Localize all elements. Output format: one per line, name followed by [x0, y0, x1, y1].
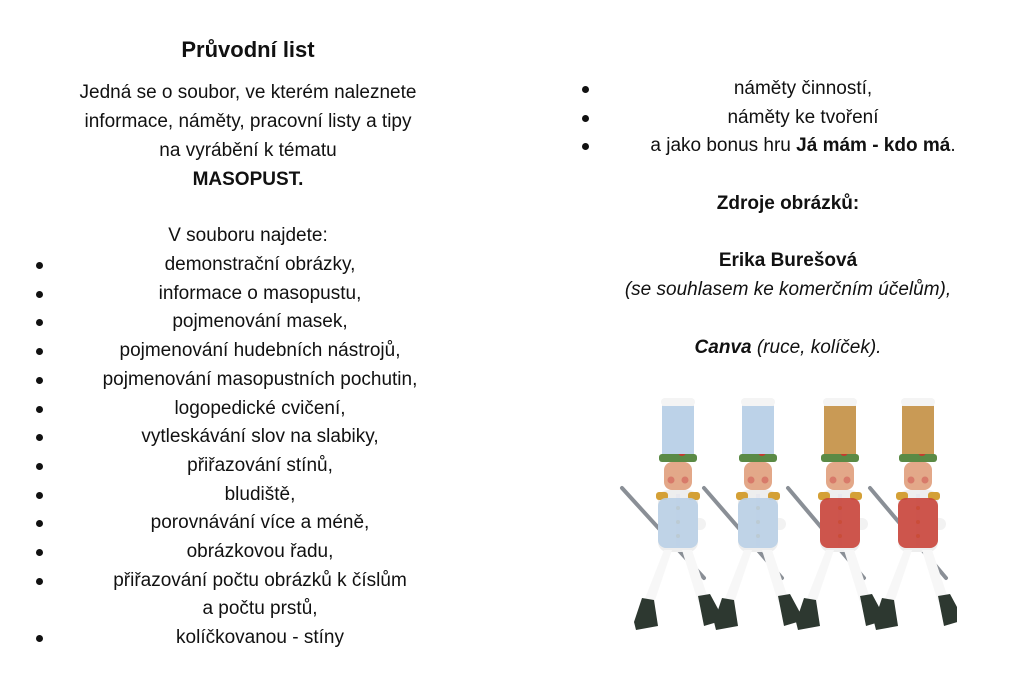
- canva-name: Canva: [694, 337, 752, 358]
- list-item: porovnávání více a méně,: [28, 509, 468, 538]
- bullet-icon: [36, 348, 43, 355]
- list-item: logopedické cvičení,: [28, 395, 468, 424]
- intro-topic: MASOPUST.: [192, 169, 304, 190]
- contents-label: V souboru najdete:: [168, 225, 328, 246]
- list-item: informace o masopustu,: [28, 280, 468, 309]
- bullet-icon: [36, 635, 43, 642]
- canva-note: (ruce, kolíček).: [751, 337, 882, 358]
- intro-line: na vyrábění k tématu: [159, 140, 337, 161]
- bullet-icon: [36, 520, 43, 527]
- list-item: kolíčkovanou - stíny: [28, 624, 468, 653]
- bullet-icon: [36, 406, 43, 413]
- bullet-icon: [36, 291, 43, 298]
- bullet-icon: [36, 463, 43, 470]
- contents-list-continued: [572, 75, 1004, 161]
- intro-line: informace, náměty, pracovní listy a tipy: [84, 111, 412, 132]
- page-title: Průvodní list: [181, 37, 315, 62]
- bullet-icon: [36, 578, 43, 585]
- soldier-red-2: [874, 398, 957, 630]
- list-item: přiřazování stínů,: [28, 452, 468, 481]
- list-item: náměty činností,: [572, 75, 1004, 104]
- toy-soldiers-illustration: [612, 388, 957, 638]
- list-item: přiřazování počtu obrázků k číslům: [28, 567, 468, 596]
- source-author: [572, 246, 1004, 304]
- bullet-icon: [36, 434, 43, 441]
- list-item-continuation: a počtu prstů,: [202, 598, 318, 620]
- list-item: a jako bonus hru Já mám - kdo má.: [572, 132, 1004, 161]
- list-item: pojmenování masopustních pochutin,: [28, 366, 468, 395]
- bullet-icon: [36, 549, 43, 556]
- bullet-icon: [36, 492, 43, 499]
- author-note: (se souhlasem ke komerčním účelům),: [624, 279, 952, 300]
- sources-heading: Zdroje obrázků:: [716, 193, 860, 214]
- list-item: pojmenování hudebních nástrojů,: [28, 337, 468, 366]
- bullet-icon: [36, 377, 43, 384]
- intro-line: Jedná se o soubor, ve kterém naleznete: [79, 82, 417, 103]
- list-item: vytleskávání slov na slabiky,: [28, 423, 468, 452]
- bullet-icon: [36, 319, 43, 326]
- bullet-icon: [582, 115, 589, 122]
- author-name: Erika Burešová: [718, 250, 858, 271]
- list-item: obrázkovou řadu,: [28, 538, 468, 567]
- contents-list: [28, 251, 468, 653]
- bullet-icon: [36, 262, 43, 269]
- list-item: bludiště,: [28, 481, 468, 510]
- list-item: náměty ke tvoření: [572, 104, 1004, 133]
- list-item: demonstrační obrázky,: [28, 251, 468, 280]
- list-item: pojmenování masek,: [28, 308, 468, 337]
- bullet-icon: [582, 143, 589, 150]
- bonus-game-name: Já mám - kdo má: [796, 135, 951, 157]
- source-canva: [572, 333, 1004, 362]
- intro-paragraph: [28, 78, 468, 194]
- bullet-icon: [582, 86, 589, 93]
